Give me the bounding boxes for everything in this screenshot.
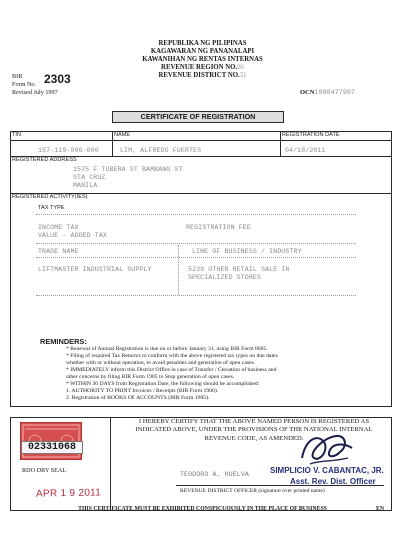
stamp-number: 02331068 <box>21 441 83 454</box>
reg-date-label: REGISTRATION DATE <box>282 132 340 138</box>
name-label: NAME <box>114 132 131 138</box>
reg-fee-label: REGISTRATION FEE <box>186 224 251 231</box>
reg-date-value: 04/18/2011 <box>285 147 326 154</box>
reminders-title: REMINDERS: <box>40 337 87 346</box>
tax-type-0: INCOME TAX <box>38 224 79 231</box>
officer-stamp-title: Asst. Rev. Dist. Officer <box>290 477 376 486</box>
header-bureau: KAWANIHAN NG RENTAS INTERNAS <box>142 56 263 63</box>
footer-notice: THIS CERTIFICATE MUST BE EXHIBITED CONSPICUOUSLY IN THE PLACE OF BUSINESS <box>78 506 327 512</box>
footer-code: EN <box>376 506 385 512</box>
reminder-line: other concerns by filing BIR Form 1905 to Stop generation of open cases. <box>66 374 235 380</box>
officer-stamp-name: SIMPLICIO V. CABANTAC, JR. <box>270 466 384 475</box>
officer-caption: REVENUE DISTRICT OFFICER (signature over printed name) <box>180 488 325 494</box>
tin-label: TIN <box>12 132 22 138</box>
form-no-label: Form No. <box>12 81 37 88</box>
header-department: KAGAWARAN NG PANANALAPI <box>150 48 255 55</box>
header-republic: REPUBLIKA NG PILIPINAS <box>158 40 247 47</box>
header-district: REVENUE DISTRICT NO.31 <box>158 72 247 79</box>
line-of-business-value-1: 5239 OTHER RETAIL SALE IN <box>188 266 290 273</box>
activities-label: REGISTERED ACTIVITY(IES) <box>12 194 88 200</box>
reminder-line: * Renewal of Annual Registration is due on or before January 31, using BIR Form 0605. <box>66 346 268 352</box>
certify-text: I HEREBY CERTIFY THAT THE ABOVE NAMED PERSON IS REGISTERED AS INDICATED ABOVE, UNDER THE PROVISIONS OF THE NATIONAL INTERNAL REVENUE CODE, AS AMENDED. <box>135 418 373 442</box>
trade-name-value: LIFTMASTER INDUSTRIAL SUPPLY <box>38 266 152 273</box>
reminder-line: 2. Registration of BOOKS OF ACCOUNTS (BIR Form 1905). <box>66 395 210 401</box>
reminder-line: * Filing of required Tax Return/s to conform with the above registered tax types on due dates <box>66 353 278 359</box>
reminder-line: * WITHIN 30 DAYS from Registration Date, the following should be accomplished: <box>66 381 260 387</box>
address-line3: MANILA <box>73 182 98 189</box>
address-label: REGISTERED ADDRESS <box>12 157 77 163</box>
line-of-business-value-2: SPECIALIZED STORES <box>188 274 262 281</box>
title-bar <box>112 111 284 123</box>
reminder-line: whether with or without operation, to avoid penalties and generation of open cases. <box>66 360 256 366</box>
trade-name-label: TRADE NAME <box>38 248 79 255</box>
reminder-line: * IMMEDIATELY inform this District Office in case of Transfer / Cessation of business and <box>66 367 277 373</box>
name-value: LIM, ALFREDO FUERTES <box>120 147 202 154</box>
reminder-line: 1. AUTHORITY TO PRINT Invoices / Receipts (BIR Form 1906). <box>66 388 219 394</box>
ocn: OCN1000477907 <box>300 89 356 96</box>
date-received-stamp: APR 1 9 2011 <box>35 487 102 500</box>
form-number: 2303 <box>44 72 71 86</box>
officer-typed-name: TEODORO A. HUELVA <box>180 471 249 478</box>
tax-type-label: TAX TYPE <box>38 205 65 211</box>
address-line1: 1575 F TUBERA ST BAMBANG ST <box>73 166 183 173</box>
tin-value: 157-119-006-000 <box>38 147 99 154</box>
dry-seal-label: RDO DRY SEAL <box>22 467 67 474</box>
signature-icon <box>296 428 356 470</box>
tax-type-1: VALUE - ADDED TAX <box>38 232 107 239</box>
page-title: CERTIFICATE OF REGISTRATION <box>140 112 256 121</box>
form-revised: Revised July 1997 <box>12 89 58 96</box>
address-line2: STA CRUZ <box>73 174 106 181</box>
line-of-business-label: LINE OF BUSINESS / INDUSTRY <box>192 248 302 255</box>
header-region: REVENUE REGION NO.06 <box>161 64 244 71</box>
form-bir-label: BIR <box>12 73 23 80</box>
